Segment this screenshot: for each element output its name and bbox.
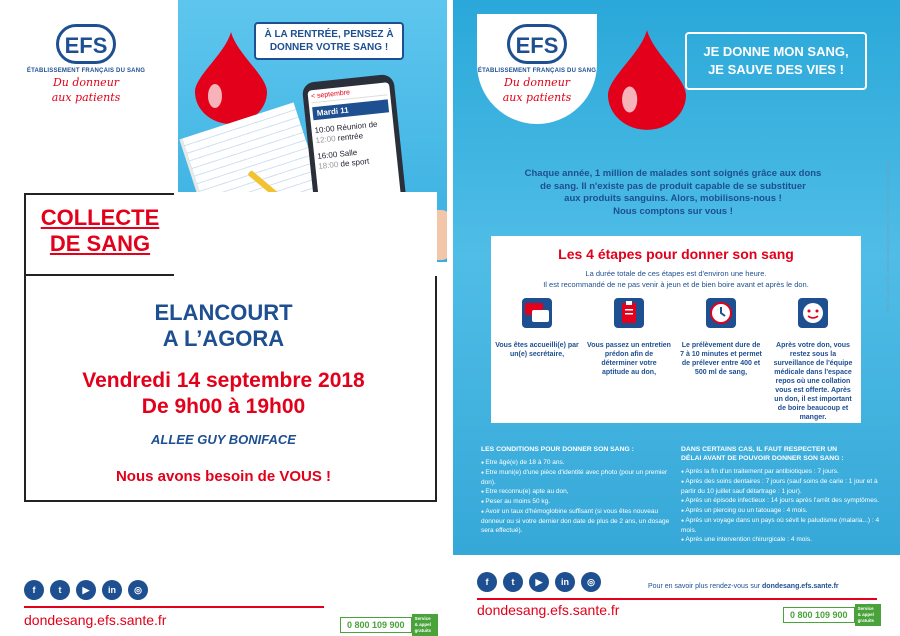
phone-month: < septembre xyxy=(311,85,388,103)
speech-bubble xyxy=(254,22,404,60)
logo-org-right: ÉTABLISSEMENT FRANÇAIS DU SANG xyxy=(477,68,597,74)
call-to-action: Nous avons besoin de VOUS ! xyxy=(115,468,332,485)
event-2-label: Salle xyxy=(338,147,358,159)
event-2-time: 16:00 xyxy=(316,149,338,161)
collecte-line-2: DE SANG xyxy=(49,231,151,256)
steps-card xyxy=(491,236,861,423)
youtube-icon[interactable]: ▶ xyxy=(529,572,549,592)
event-location xyxy=(0,300,447,352)
footer-divider-right xyxy=(477,598,877,600)
step-2 xyxy=(587,298,671,377)
bubble-line-1: À LA RENTRÉE, PENSEZ À xyxy=(264,29,394,40)
intro-line-2: de sang. Il n'existe pas de produit capable de se substituer xyxy=(540,180,806,192)
location-venue: A L’AGORA xyxy=(162,326,285,351)
collecte-title xyxy=(24,193,174,276)
phone-event-2 xyxy=(317,144,395,172)
step-4 xyxy=(771,298,855,422)
logo-tagline-right-2: aux patients xyxy=(502,91,572,104)
event-hours: De 9h00 à 19h00 xyxy=(141,395,306,418)
phone-number-right[interactable]: 0 800 109 900 xyxy=(783,607,855,623)
slogan-line-2: JE SAUVE DES VIES ! xyxy=(708,62,844,77)
phone-note-right: Service & appel gratuits xyxy=(855,604,881,626)
step-3 xyxy=(679,298,763,377)
step-2-text: Vous passez un entretien prédon afin de déterminer votre aptitude au don, xyxy=(587,342,671,376)
chat-icon xyxy=(522,298,552,328)
delay-item: ● Après une intervention chirurgicale : 4 mois. xyxy=(681,535,881,545)
twitter-icon[interactable]: t xyxy=(50,580,70,600)
event-date xyxy=(0,368,447,420)
steps-sub-1: La durée totale de ces étapes est d'environ une heure. xyxy=(585,269,767,278)
intro-text xyxy=(493,168,853,218)
more-info-text: Pour en savoir plus rendez-vous sur xyxy=(648,583,761,590)
step-3-text: Le prélèvement dure de 7 à 10 minutes et permet de prélever entre 400 et 500 ml de sang, xyxy=(680,342,762,376)
print-note: Flyer A5 – août 2018 – www.dondesang.efs.sante.fr – ne pas jeter sur la voie publique xyxy=(885,160,890,313)
instagram-icon[interactable]: ◎ xyxy=(581,572,601,592)
delays-list xyxy=(681,467,881,545)
social-links xyxy=(24,580,148,600)
delay-item: ● Après un épisode infectieux : 14 jours après l'arrêt des symptômes. xyxy=(681,496,881,506)
location-city: ELANCOURT xyxy=(154,300,293,325)
logo-tagline-1: Du donneur xyxy=(52,76,120,89)
intro-line-3: aux produits sanguins. Alors, mobilisons-nous ! xyxy=(564,193,782,204)
phone-day: Mardi 11 xyxy=(312,99,389,120)
left-flyer xyxy=(0,0,447,636)
linkedin-icon[interactable]: in xyxy=(102,580,122,600)
delay-item: ● Après un piercing ou un tatouage : 4 mois. xyxy=(681,506,881,516)
social-links-right xyxy=(477,572,601,592)
event-2-end: 18:00 xyxy=(317,159,339,171)
logo-ring-right xyxy=(507,24,567,64)
website-link-right[interactable]: dondesang.efs.sante.fr xyxy=(477,602,620,618)
logo-ring xyxy=(56,24,116,64)
conditions-section xyxy=(481,445,671,535)
logo-org: ÉTABLISSEMENT FRANÇAIS DU SANG xyxy=(26,68,146,74)
more-info xyxy=(648,583,839,590)
efs-logo-right xyxy=(477,14,597,124)
bubble-line-2: DONNER VOTRE SANG ! xyxy=(269,42,389,53)
smiley-icon xyxy=(798,298,828,328)
event-street: ALLEE GUY BONIFACE xyxy=(151,432,296,447)
step-4-text: Après votre don, vous restez sous la surveillance de l'équipe médicale dans l'espace repos où une collation vous est offerte. Après un don, il est important de boire beaucoup et manger. xyxy=(773,342,853,421)
facebook-icon[interactable]: f xyxy=(477,572,497,592)
linkedin-icon[interactable]: in xyxy=(555,572,575,592)
collecte-line-1: COLLECTE xyxy=(40,205,160,230)
delays-heading-1: DANS CERTAINS CAS, IL FAUT RESPECTER UN xyxy=(681,446,838,453)
logo-tagline-2: aux patients xyxy=(51,91,121,104)
more-info-url[interactable]: dondesang.efs.sante.fr xyxy=(762,583,839,590)
condition-item: ● Etre muni(e) d'une pièce d'identité avec photo (pour un premier don). xyxy=(481,468,671,487)
instagram-icon[interactable]: ◎ xyxy=(128,580,148,600)
intro-line-1: Chaque année, 1 million de malades sont soignés grâce aux dons xyxy=(524,168,822,179)
delays-heading-2: DÉLAI AVANT DE POUVOIR DONNER SON SANG : xyxy=(681,455,844,462)
delay-item: ● Après un voyage dans un pays où sévit le paludisme (malaria...) : 4 mois. xyxy=(681,516,881,535)
condition-item: ● Peser au moins 50 kg. xyxy=(481,497,671,507)
step-1 xyxy=(495,298,579,359)
intro-line-4: Nous comptons sur vous ! xyxy=(613,205,733,217)
phone-contact-right xyxy=(783,604,881,626)
blood-drop-icon-right xyxy=(608,30,686,130)
event-1-time: 10:00 xyxy=(314,124,335,136)
phone-note: Service & appel gratuits xyxy=(412,614,438,636)
phone-number[interactable]: 0 800 109 900 xyxy=(340,617,412,633)
event-1-end: 12:00 xyxy=(315,134,337,146)
slogan-line-1: JE DONNE MON SANG, xyxy=(703,44,849,59)
steps-sub-2: Il est recommandé de ne pas venir à jeun et de bien boire avant et après le don. xyxy=(543,280,809,289)
steps-subtitle xyxy=(491,268,861,290)
conditions-list xyxy=(481,458,671,535)
clipboard-icon xyxy=(614,298,644,328)
delays-section xyxy=(681,445,881,545)
event-1-label: Réunion de xyxy=(336,119,378,133)
slogan-bubble xyxy=(685,32,867,90)
event-2-label-2: de sport xyxy=(340,156,370,169)
condition-item: ● Avoir un taux d'hémoglobine suffisant (si vous êtes nouveau donneur ou si votre dernier don date de plus de 2 ans, un dosage sera effectué). xyxy=(481,507,671,535)
logo-tagline-right-1: Du donneur xyxy=(503,76,571,89)
event-1-label-2: rentrée xyxy=(337,131,364,143)
right-flyer xyxy=(453,0,900,636)
clock-icon xyxy=(706,298,736,328)
delay-item: ● Après des soins dentaires : 7 jours (sauf soins de carie : 1 jour et à partir du 10 juillet sauf détartrage : 1 jour). xyxy=(681,477,881,496)
phone-event-1 xyxy=(314,118,392,146)
twitter-icon[interactable]: t xyxy=(503,572,523,592)
phone-contact xyxy=(340,614,438,636)
logo-acronym: EFS xyxy=(64,33,108,58)
condition-item: ● Etre reconnu(e) apte au don, xyxy=(481,487,671,497)
condition-item: ● Etre âgé(e) de 18 à 70 ans. xyxy=(481,458,671,468)
event-day: Vendredi 14 septembre 2018 xyxy=(82,369,365,392)
logo-acronym-right: EFS xyxy=(515,33,559,58)
conditions-heading: LES CONDITIONS POUR DONNER SON SANG : xyxy=(481,446,634,453)
footer-divider xyxy=(24,606,324,608)
website-link[interactable]: dondesang.efs.sante.fr xyxy=(24,612,167,628)
steps-title: Les 4 étapes pour donner son sang xyxy=(558,246,794,262)
delays-heading xyxy=(681,445,881,463)
delay-item: ● Après la fin d'un traitement par antibiotiques : 7 jours. xyxy=(681,467,881,477)
youtube-icon[interactable]: ▶ xyxy=(76,580,96,600)
facebook-icon[interactable]: f xyxy=(24,580,44,600)
step-1-text: Vous êtes accueilli(e) par un(e) secrétaire, xyxy=(495,342,579,358)
